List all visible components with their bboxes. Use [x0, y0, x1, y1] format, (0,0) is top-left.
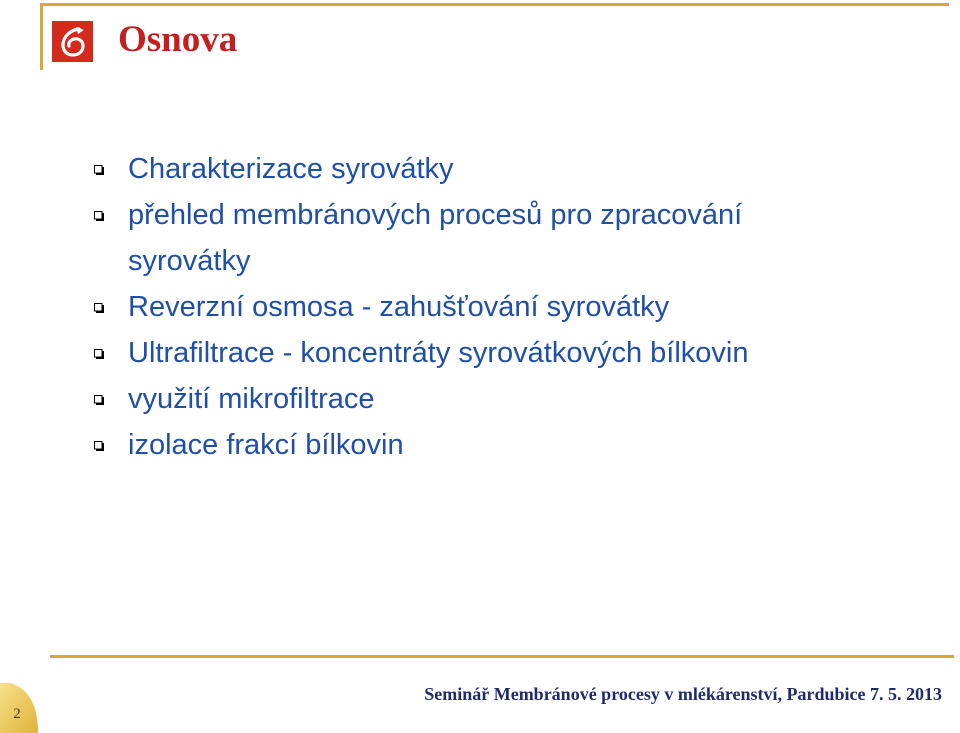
- bullet-text: využití mikrofiltrace: [128, 383, 375, 415]
- list-item: [94, 192, 894, 284]
- square-bullet-icon: [94, 211, 104, 221]
- bullet-list: [94, 146, 894, 468]
- list-item: [94, 146, 894, 192]
- bullet-text: izolace frakcí bílkovin: [128, 429, 404, 461]
- list-item: [94, 422, 894, 468]
- bullet-text: Ultrafiltrace - koncentráty syrovátkových bílkovin: [128, 337, 749, 369]
- slide-title: Osnova: [118, 19, 238, 60]
- page-number: 2: [13, 706, 21, 722]
- square-bullet-icon: [94, 303, 104, 313]
- square-bullet-icon: [94, 349, 104, 359]
- square-bullet-icon: [94, 395, 104, 405]
- square-bullet-icon: [94, 441, 104, 451]
- footer-caption: Seminář Membránové procesy v mlékárenství, Pardubice 7. 5. 2013: [424, 684, 942, 704]
- footer-divider: [50, 655, 954, 658]
- bullet-text: Charakterizace syrovátky: [128, 153, 454, 185]
- bullet-text: přehled membránových procesů pro zpracování syrovátky: [128, 199, 743, 277]
- university-logo-icon: [52, 21, 93, 62]
- bullet-text: Reverzní osmosa - zahušťování syrovátky: [128, 291, 670, 323]
- list-item: [94, 330, 894, 376]
- list-item: [94, 284, 894, 330]
- list-item: [94, 376, 894, 422]
- square-bullet-icon: [94, 165, 104, 175]
